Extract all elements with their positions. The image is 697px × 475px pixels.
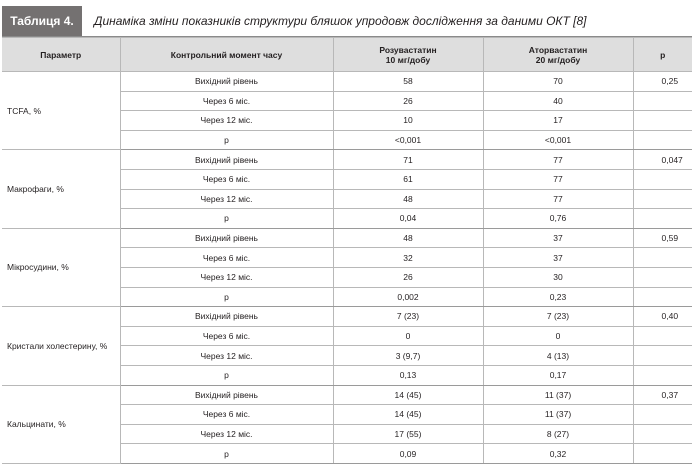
atorvastatin-value: 11 (37) — [483, 385, 633, 405]
atorvastatin-value: 40 — [483, 91, 633, 111]
p-value-cell — [633, 130, 692, 150]
p-value-cell — [633, 267, 692, 287]
table-number-badge: Таблиця 4. — [2, 6, 82, 36]
atorvastatin-value: 4 (13) — [483, 346, 633, 366]
atorvastatin-value: 0,17 — [483, 365, 633, 385]
timepoint-cell: Через 12 міс. — [120, 346, 333, 366]
atorvastatin-value: 70 — [483, 72, 633, 92]
atorvastatin-value: 77 — [483, 150, 633, 170]
timepoint-cell: Вихідний рівень — [120, 385, 333, 405]
p-value-cell — [633, 169, 692, 189]
timepoint-cell: Через 6 міс. — [120, 405, 333, 425]
rosuvastatin-value: 71 — [333, 150, 483, 170]
table-body — [2, 72, 692, 464]
table-header-row — [2, 38, 692, 72]
table-row — [2, 307, 692, 327]
atorvastatin-value: 8 (27) — [483, 424, 633, 444]
p-value-cell — [633, 405, 692, 425]
p-value-cell — [633, 346, 692, 366]
atorvastatin-value: 37 — [483, 248, 633, 268]
p-value-cell — [633, 287, 692, 307]
rosuvastatin-value: 14 (45) — [333, 405, 483, 425]
atorvastatin-value: 37 — [483, 228, 633, 248]
column-header-p: p — [633, 38, 692, 72]
column-header-rosuvastatin — [333, 38, 483, 72]
parameter-cell: Кристали холестерину, % — [2, 307, 120, 385]
timepoint-cell: p — [120, 130, 333, 150]
p-value-cell — [633, 91, 692, 111]
rosuvastatin-value: 48 — [333, 189, 483, 209]
timepoint-cell: Через 12 міс. — [120, 424, 333, 444]
rosuvastatin-value: 32 — [333, 248, 483, 268]
p-value-cell — [633, 326, 692, 346]
p-value-cell: 0,047 — [633, 150, 692, 170]
timepoint-cell: p — [120, 287, 333, 307]
rosuvastatin-value: 0,002 — [333, 287, 483, 307]
rosuvastatin-value: 0 — [333, 326, 483, 346]
rosuvastatin-value: 0,09 — [333, 444, 483, 464]
atorvastatin-value: 0 — [483, 326, 633, 346]
rosuvastatin-value: 26 — [333, 267, 483, 287]
timepoint-cell: Вихідний рівень — [120, 307, 333, 327]
rosuvastatin-value: 61 — [333, 169, 483, 189]
rosuvastatin-value: 26 — [333, 91, 483, 111]
parameter-cell: Мікросудини, % — [2, 228, 120, 306]
rosuvastatin-name: Розувастатин — [379, 44, 437, 55]
p-value-cell — [633, 111, 692, 131]
rosuvastatin-value: 3 (9,7) — [333, 346, 483, 366]
p-value-cell — [633, 209, 692, 229]
timepoint-cell: p — [120, 209, 333, 229]
p-value-cell: 0,37 — [633, 385, 692, 405]
table-row — [2, 385, 692, 405]
column-header-atorvastatin — [483, 38, 633, 72]
atorvastatin-value: 0,76 — [483, 209, 633, 229]
timepoint-cell: p — [120, 444, 333, 464]
timepoint-cell: Через 6 міс. — [120, 248, 333, 268]
rosuvastatin-value: 14 (45) — [333, 385, 483, 405]
rosuvastatin-value: 17 (55) — [333, 424, 483, 444]
column-header-parameter: Параметр — [2, 38, 120, 72]
table-row — [2, 72, 692, 92]
p-value-cell — [633, 444, 692, 464]
timepoint-cell: Вихідний рівень — [120, 150, 333, 170]
parameter-cell: Макрофаги, % — [2, 150, 120, 228]
rosuvastatin-value: 10 — [333, 111, 483, 131]
column-header-timepoint: Контрольний момент часу — [120, 38, 333, 72]
timepoint-cell: Через 6 міс. — [120, 326, 333, 346]
statin-oct-table — [2, 37, 692, 464]
timepoint-cell: Через 6 міс. — [120, 169, 333, 189]
atorvastatin-value: 7 (23) — [483, 307, 633, 327]
p-value-cell: 0,59 — [633, 228, 692, 248]
atorvastatin-value: 77 — [483, 189, 633, 209]
p-value-cell: 0,40 — [633, 307, 692, 327]
atorvastatin-value: 0,23 — [483, 287, 633, 307]
rosuvastatin-value: 0,13 — [333, 365, 483, 385]
atorvastatin-dose: 20 мг/добу — [535, 54, 581, 65]
timepoint-cell: Через 6 міс. — [120, 91, 333, 111]
timepoint-cell: Через 12 міс. — [120, 267, 333, 287]
table-title: Динаміка зміни показників структури бляшок упродовж дослідження за даними ОКТ [8] — [94, 14, 587, 28]
atorvastatin-value: <0,001 — [483, 130, 633, 150]
rosuvastatin-dose: 10 мг/добу — [385, 54, 431, 65]
table-row — [2, 228, 692, 248]
parameter-cell: TCFA, % — [2, 72, 120, 150]
rosuvastatin-value: 48 — [333, 228, 483, 248]
p-value-cell — [633, 189, 692, 209]
atorvastatin-value: 77 — [483, 169, 633, 189]
parameter-cell: Кальцинати, % — [2, 385, 120, 463]
p-value-cell — [633, 424, 692, 444]
table-row — [2, 150, 692, 170]
atorvastatin-name: Аторвастатин — [528, 44, 588, 55]
p-value-cell — [633, 248, 692, 268]
rosuvastatin-value: 0,04 — [333, 209, 483, 229]
p-value-cell — [633, 365, 692, 385]
timepoint-cell: p — [120, 365, 333, 385]
rosuvastatin-value: <0,001 — [333, 130, 483, 150]
atorvastatin-value: 0,32 — [483, 444, 633, 464]
atorvastatin-value: 11 (37) — [483, 405, 633, 425]
timepoint-cell: Вихідний рівень — [120, 72, 333, 92]
timepoint-cell: Через 12 міс. — [120, 189, 333, 209]
timepoint-cell: Вихідний рівень — [120, 228, 333, 248]
timepoint-cell: Через 12 міс. — [120, 111, 333, 131]
atorvastatin-value: 17 — [483, 111, 633, 131]
rosuvastatin-value: 7 (23) — [333, 307, 483, 327]
rosuvastatin-value: 58 — [333, 72, 483, 92]
p-value-cell: 0,25 — [633, 72, 692, 92]
atorvastatin-value: 30 — [483, 267, 633, 287]
table-header — [2, 6, 692, 36]
